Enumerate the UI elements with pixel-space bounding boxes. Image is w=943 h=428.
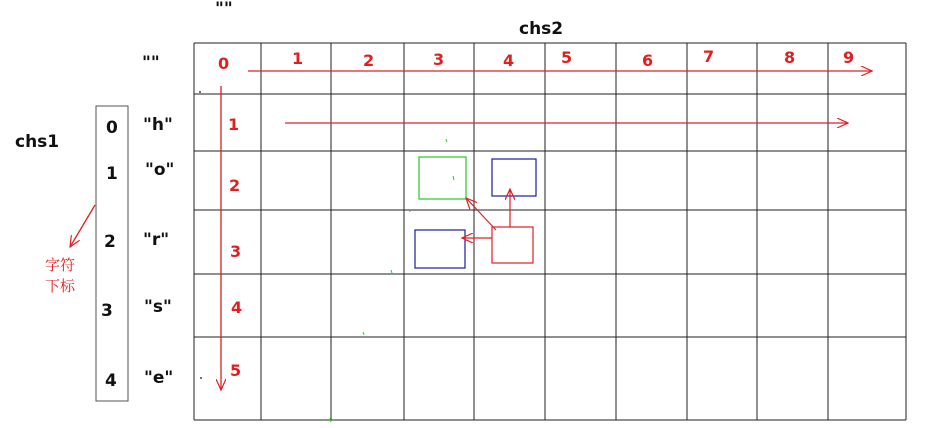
chs1-char-2: "r" [143, 230, 170, 250]
chs1-char-column [143, 115, 174, 388]
row-empty-string-label: "" [142, 53, 160, 73]
col-index-4: 4 [503, 51, 515, 70]
red-current-cell-box [492, 227, 533, 263]
col-index-3: 3 [433, 50, 445, 69]
column-index-labels [218, 47, 854, 73]
row-index-1: 1 [228, 115, 240, 134]
sketch-marks-dark [199, 91, 202, 379]
note-line1: 字符 [45, 256, 76, 274]
chs2-label: chs2 [519, 19, 564, 39]
blue-top-cell-box [492, 159, 536, 196]
col-index-8: 8 [784, 48, 796, 67]
col-index-6: 6 [642, 51, 654, 70]
chs1-index-column [101, 118, 118, 391]
col-index-1: 1 [292, 49, 304, 68]
note-line2: 下标 [45, 277, 76, 295]
row-index-3: 3 [230, 242, 242, 261]
chs1-char-4: "e" [144, 368, 174, 388]
col-index-0: 0 [218, 54, 230, 73]
chs1-label: chs1 [15, 132, 60, 152]
chs1-char-1: "o" [145, 160, 175, 180]
chs1-index-1: 1 [106, 164, 118, 184]
row-index-labels [228, 115, 242, 380]
note-arrow [70, 205, 95, 247]
sketch-marks [330, 139, 454, 422]
chs1-index-3: 3 [101, 301, 113, 321]
col-index-9: 9 [843, 48, 855, 67]
col-index-2: 2 [363, 51, 375, 70]
dp-grid [194, 43, 906, 420]
chs1-index-0: 0 [106, 118, 118, 138]
top-empty-string-label: "" [215, 0, 233, 19]
chs1-char-3: "s" [144, 297, 172, 317]
row-index-2: 2 [229, 176, 241, 195]
green-cell-box [419, 157, 466, 199]
chs1-index-2: 2 [104, 232, 116, 252]
chs1-char-0: "h" [143, 115, 173, 135]
blue-left-cell-box [415, 230, 465, 268]
arrow-diagonal-dependency [466, 198, 496, 230]
chs1-index-box [96, 106, 128, 401]
row-index-5: 5 [230, 361, 242, 380]
chs1-index-4: 4 [105, 371, 117, 391]
col-index-7: 7 [703, 47, 715, 66]
row-index-4: 4 [231, 298, 243, 317]
col-index-5: 5 [561, 48, 573, 67]
